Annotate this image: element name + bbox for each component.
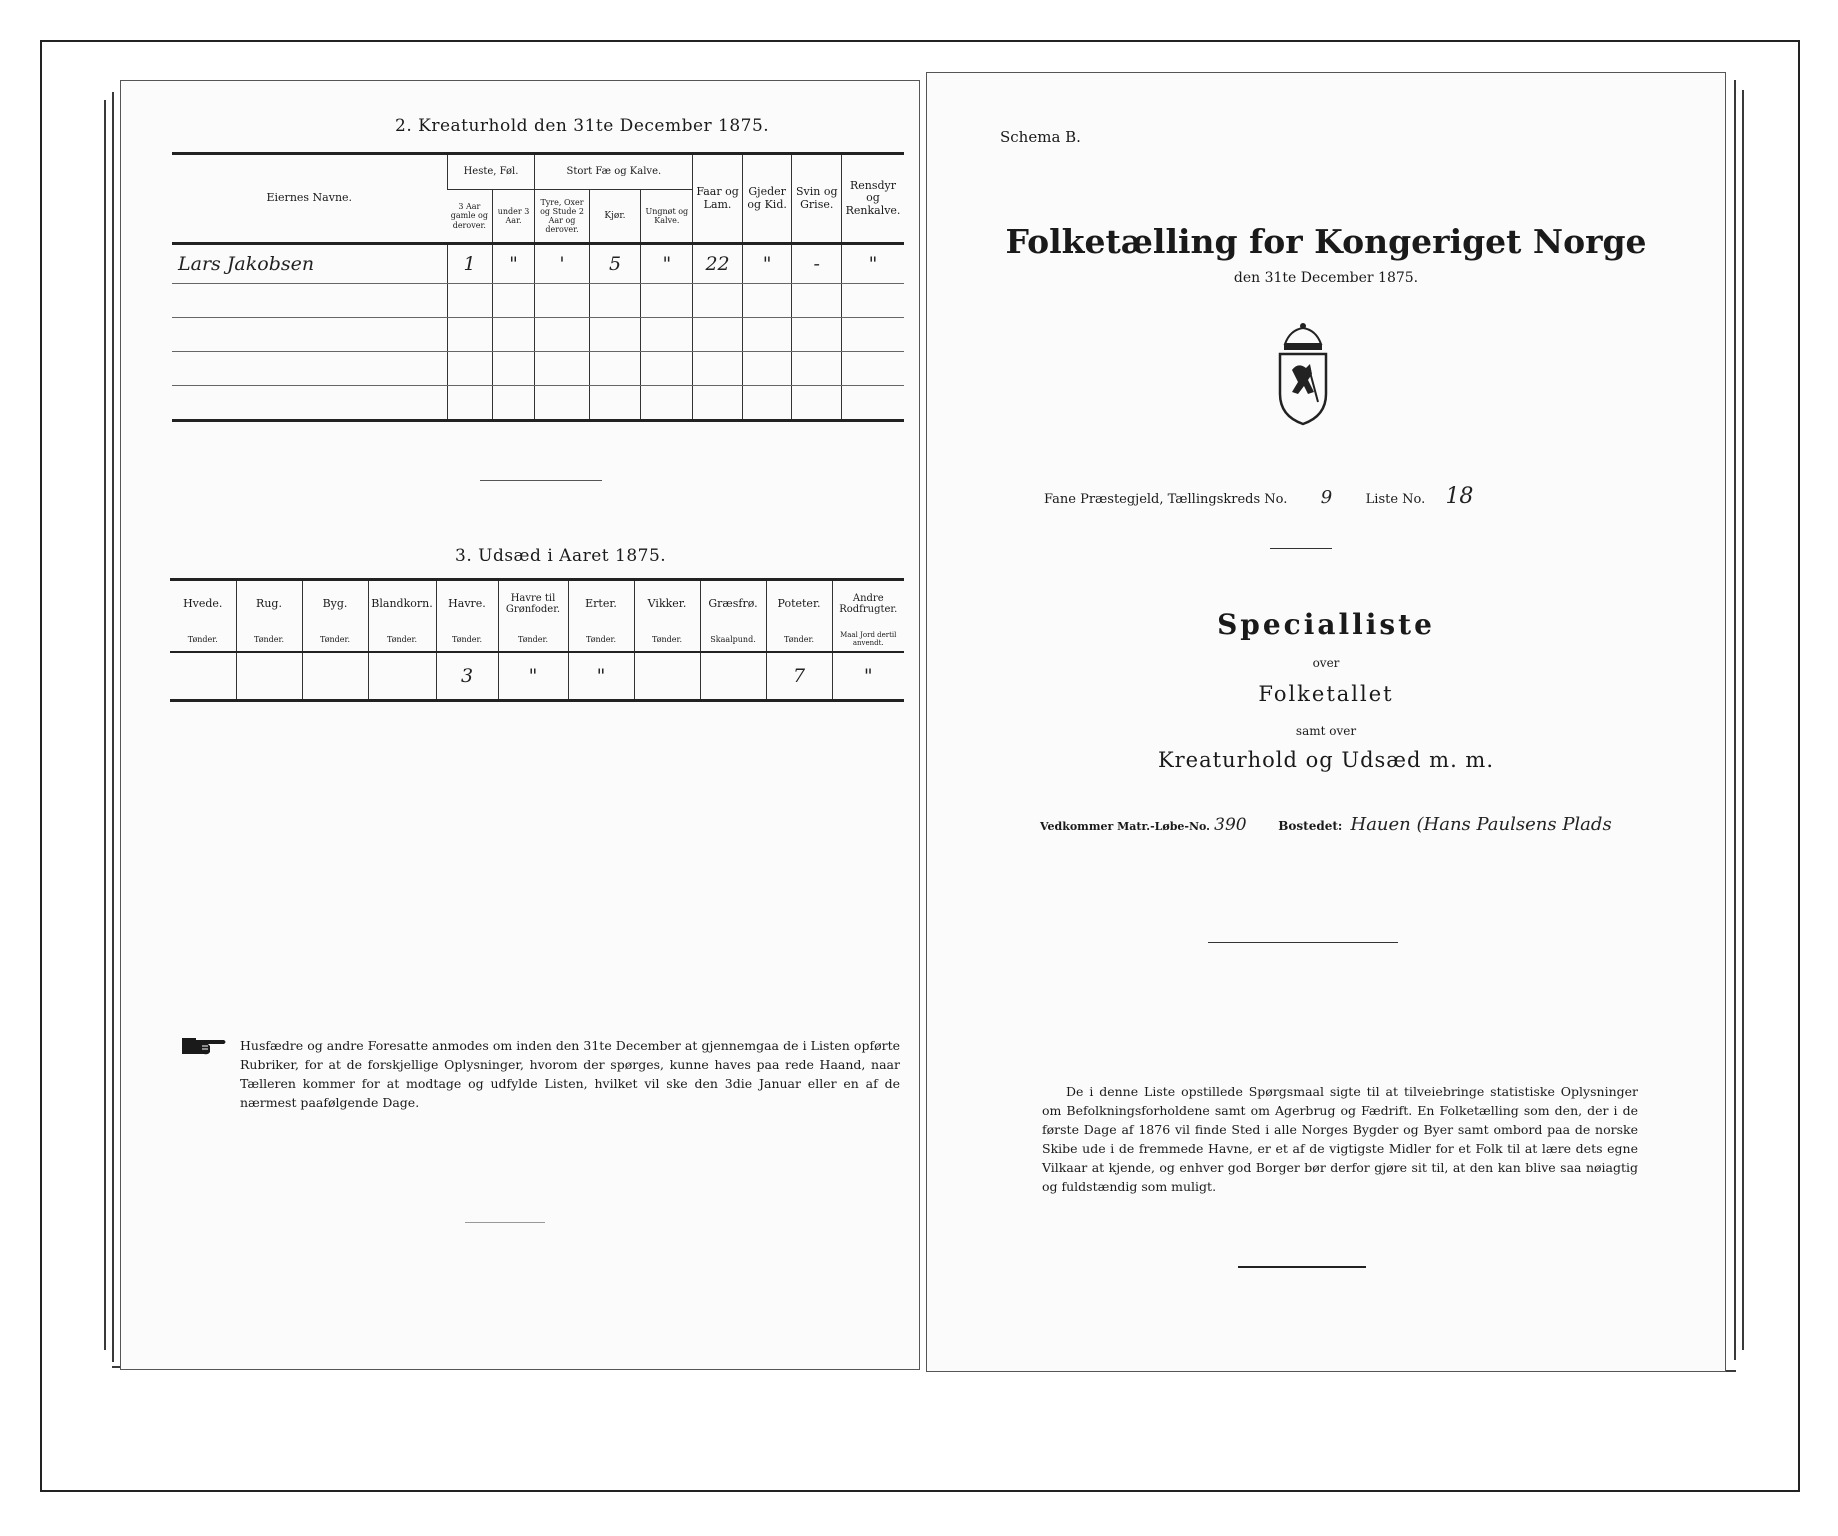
cell-bulls: ' bbox=[535, 244, 589, 284]
goats-header: Gjeder og Kid. bbox=[742, 154, 792, 244]
seed-unit: Tønder. bbox=[568, 627, 634, 652]
seed-header-peas: Erter. bbox=[568, 580, 634, 628]
horses-3yr-header: 3 Aar gamle og derover. bbox=[447, 190, 492, 244]
bottom-divider bbox=[1238, 1266, 1366, 1268]
matr-line bbox=[1040, 814, 1612, 835]
seed-cell-potatoes: 7 bbox=[766, 652, 832, 701]
owner-header: Eiernes Navne. bbox=[172, 154, 447, 244]
left-page bbox=[120, 80, 920, 1370]
bulls-header: Tyre, Oxer og Stude 2 Aar og derover. bbox=[535, 190, 589, 244]
empty-row bbox=[172, 386, 904, 421]
seed-cell-grass-seed bbox=[700, 652, 766, 701]
young-cattle-header: Ungnøt og Kalve. bbox=[641, 190, 693, 244]
page-stack-edge bbox=[112, 92, 114, 1362]
seed-unit: Tønder. bbox=[766, 627, 832, 652]
census-date: den 31te December 1875. bbox=[1233, 270, 1419, 286]
cell-horses-under3: " bbox=[492, 244, 535, 284]
seed-unit: Skaalpund. bbox=[700, 627, 766, 652]
seed-table bbox=[170, 578, 904, 702]
pigs-header: Svin og Grise. bbox=[792, 154, 842, 244]
specialliste-heading: Specialliste bbox=[1217, 608, 1435, 641]
over-text: over bbox=[1312, 656, 1340, 670]
livestock-title: 2. Kreaturhold den 31te December 1875. bbox=[395, 116, 770, 136]
section-divider bbox=[480, 480, 602, 481]
scan-border-left bbox=[40, 40, 42, 1490]
seed-cell-root-crops: " bbox=[832, 652, 904, 701]
cattle-header: Stort Fæ og Kalve. bbox=[535, 154, 693, 190]
list-number: 18 bbox=[1445, 484, 1474, 509]
census-title: Folketælling for Kongeriget Norge bbox=[1005, 222, 1647, 261]
district-line bbox=[1044, 484, 1489, 509]
seed-unit: Tønder. bbox=[302, 627, 368, 652]
folketallet-heading: Folketallet bbox=[1258, 682, 1394, 706]
seed-unit: Tønder. bbox=[187, 634, 218, 644]
bostedet-value: Hauen (Hans Paulsens Plads bbox=[1350, 814, 1612, 835]
empty-row bbox=[172, 318, 904, 352]
seed-unit: Tønder. bbox=[436, 627, 498, 652]
page-stack-edge bbox=[104, 100, 106, 1350]
page-stack-edge bbox=[1742, 90, 1744, 1350]
seed-title: 3. Udsæd i Aaret 1875. bbox=[455, 546, 667, 566]
seed-header-root-crops: Andre Rodfrugter. bbox=[832, 580, 904, 628]
seed-header-green-oats: Havre til Grønfoder. bbox=[498, 580, 568, 628]
seed-header-barley: Byg. bbox=[302, 580, 368, 628]
title-divider bbox=[1270, 548, 1332, 549]
intro-text: De i denne Liste opstillede Spørgsmaal sigte til at tilveiebringe statistiske Oplysninger om Befolkningsforholdene samt om Agerbrug og Fædrift. En Folketælling som den, der i de første Dage af 1876 vil finde Sted i alle Norges Bygder og Byer samt ombord paa de norske Skibe ude i de fremmede Havne, er et af de vigtigste Midler for et Folk til at lære dets egne Vilkaar at kjende, og enhver god Borger bør derfor gjøre sit til, at den kan blive saa nøiagtig og fuldstændig som muligt. bbox=[1042, 1084, 1638, 1194]
kreaturhold-heading: Kreaturhold og Udsæd m. m. bbox=[1157, 748, 1495, 772]
seed-cell-barley bbox=[302, 652, 368, 701]
seed-header-rye: Rug. bbox=[236, 580, 302, 628]
coat-of-arms-icon bbox=[1270, 322, 1336, 428]
seed-cell-green-oats: " bbox=[498, 652, 568, 701]
seed-unit: Tønder. bbox=[236, 627, 302, 652]
cell-reindeer: " bbox=[842, 244, 904, 284]
seed-cell-peas: " bbox=[568, 652, 634, 701]
cell-young-cattle: " bbox=[641, 244, 693, 284]
matr-number: 390 bbox=[1214, 815, 1247, 835]
schema-label: Schema B. bbox=[1000, 128, 1081, 146]
reindeer-header: Rensdyr og Renkalve. bbox=[842, 154, 904, 244]
horses-under3-header: under 3 Aar. bbox=[492, 190, 535, 244]
seed-cell-mixed-grain bbox=[368, 652, 436, 701]
horses-header: Heste, Føl. bbox=[447, 154, 535, 190]
list-label: Liste No. bbox=[1365, 492, 1426, 507]
seed-unit: Tønder. bbox=[368, 627, 436, 652]
scan-border-bottom bbox=[40, 1490, 1800, 1492]
seed-cell-oats: 3 bbox=[436, 652, 498, 701]
seed-unit: Tønder. bbox=[634, 627, 700, 652]
seed-header-oats: Havre. bbox=[436, 580, 498, 628]
scan-border-top bbox=[40, 40, 1800, 42]
pointing-hand-icon bbox=[180, 1032, 228, 1058]
seed-header-grass-seed: Græsfrø. bbox=[700, 580, 766, 628]
seed-cell-vetch bbox=[634, 652, 700, 701]
district-number: 9 bbox=[1320, 487, 1333, 508]
cell-pigs: - bbox=[792, 244, 842, 284]
seed-cell-wheat bbox=[170, 652, 236, 701]
cell-sheep: 22 bbox=[693, 244, 743, 284]
cows-header: Kjør. bbox=[589, 190, 641, 244]
seed-unit: Tønder. bbox=[498, 627, 568, 652]
seed-row bbox=[170, 652, 904, 701]
middle-divider bbox=[1208, 942, 1398, 943]
bottom-divider bbox=[465, 1222, 545, 1223]
seed-cell-rye bbox=[236, 652, 302, 701]
seed-header-potatoes: Poteter. bbox=[766, 580, 832, 628]
empty-row bbox=[172, 284, 904, 318]
samt-over-text: samt over bbox=[1295, 724, 1357, 738]
cell-cows: 5 bbox=[589, 244, 641, 284]
page-stack-edge bbox=[1734, 80, 1736, 1360]
livestock-table bbox=[172, 152, 904, 422]
seed-unit: Maal Jord dertil anvendt. bbox=[832, 627, 904, 652]
right-page bbox=[926, 72, 1726, 1372]
seed-header-vetch: Vikker. bbox=[634, 580, 700, 628]
seed-header-mixed-grain: Blandkorn. bbox=[368, 580, 436, 628]
owner-name: Lars Jakobsen bbox=[172, 244, 447, 284]
livestock-row bbox=[172, 244, 904, 284]
matr-label: Vedkommer Matr.-Løbe-No. bbox=[1040, 820, 1210, 833]
scan-border-right bbox=[1798, 40, 1800, 1490]
cell-goats: " bbox=[742, 244, 792, 284]
parish-label: Fane Præstegjeld, Tællingskreds No. bbox=[1044, 492, 1288, 507]
cell-horses-3yr: 1 bbox=[447, 244, 492, 284]
sheep-header: Faar og Lam. bbox=[693, 154, 743, 244]
bostedet-label: Bostedet: bbox=[1278, 819, 1343, 833]
footnote-text: Husfædre og andre Foresatte anmodes om inden den 31te December at gjennemgaa de i Listen opførte Rubriker, for at de forskjellige Oplysninger, hvorom der spørges, kunne haves paa rede Haand, naar Tælleren kommer for at modtage og udfylde Listen, hvilket vil ske den 3die Januar eller en af de nærmest paafølgende Dage. bbox=[240, 1038, 900, 1110]
empty-row bbox=[172, 352, 904, 386]
seed-header-wheat: Hvede. bbox=[183, 596, 223, 610]
